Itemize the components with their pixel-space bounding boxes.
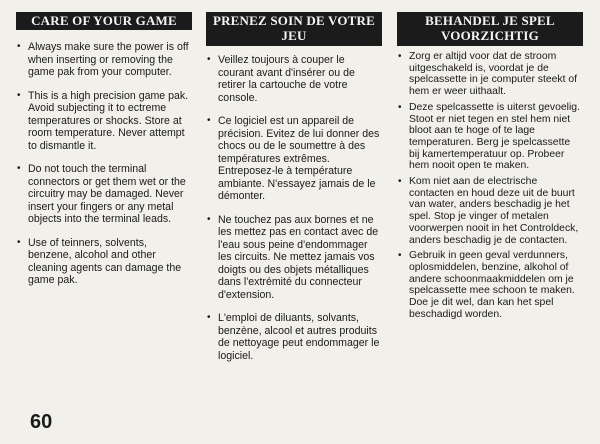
bullet-icon: • [17, 41, 21, 52]
list-item: • Ne touchez pas aux bornes et ne les mettez pas en contact avec de l'eau sous peine d'endommager les circuits. Ne mettez jamais vos doigts ou des objets métalliques dans l'extrémité du connecteur d'extension. [207, 213, 379, 301]
bullet-icon: • [207, 115, 211, 126]
english-column [16, 12, 192, 287]
english-heading: CARE OF YOUR GAME [16, 12, 192, 30]
dutch-column [397, 12, 583, 320]
list-item: • Use of teinners, solvents, benzene, alcohol and other cleaning agents can damage the game pak. [17, 236, 182, 286]
dutch-heading: BEHANDEL JE SPEL VOORZICHTIG [397, 12, 583, 46]
bullet-icon: • [207, 54, 211, 65]
bullet-icon: • [207, 213, 211, 225]
bullet-icon: • [17, 163, 21, 174]
list-item: • Veillez toujours à couper le courant avant d'insérer ou de retirer la cartouche de votre console. [207, 54, 355, 104]
bullet-icon: • [398, 250, 402, 262]
list-item: • This is a high precision game pak. Avoid subjecting it to ectreme temperatures or shocks. Store at room temperature. Never attempt to dismantle it. [17, 89, 189, 152]
page-number: 60 [30, 411, 53, 433]
english-list [16, 41, 192, 287]
french-column [206, 12, 382, 362]
list-item: • Gebruik in geen geval verdunners, oplosmiddelen, benzine, alkohol of andere schoonmaakmiddelen om je spelcassette mee schoon te maken. Doe je dit wel, dan kan het spel beschadigd worden. [398, 250, 575, 320]
bullet-icon: • [17, 236, 21, 248]
bullet-icon: • [398, 101, 402, 113]
dutch-list [397, 51, 583, 320]
list-item: • Do not touch the terminal connectors or get them wet or the circuitry may be damaged. Never insert your fingers or any metal objects into the terminal leads. [17, 163, 186, 225]
bullet-icon: • [398, 176, 402, 188]
bullet-icon: • [207, 312, 211, 323]
list-item: • Always make sure the power is off when inserting or removing the game pak from your computer. [17, 41, 189, 78]
list-item: • Zorg er altijd voor dat de stroom uitgeschakeld is, voordat je de spelcassette in je computer steekt of hem er weer uithaalt. [398, 51, 578, 98]
bullet-icon: • [398, 51, 402, 62]
list-item: • Deze spelcassette is uiterst gevoelig. Stoot er niet tegen en stel hem niet bloot aan te hoge of te lage temperaturen. Berg je spelcassette bij kamertemperatuur op. Probeer hem nooit open te maken. [398, 101, 580, 172]
french-list [206, 54, 382, 362]
list-item: • L'emploi de diluants, solvants, benzène, alcool et autres produits de nettoyage peut endommager le logiciel. [207, 312, 380, 362]
french-heading: PRENEZ SOIN DE VOTRE JEU [206, 12, 382, 46]
list-item: • Kom niet aan de electrische contacten en houd deze uit de buurt van water, anders beschadig je het spel. Stop je vinger of metalen voorwerpen nooit in het Controldeck, anders beschadig je de contacten. [398, 176, 579, 246]
list-item: • Ce logiciel est un appareil de précision. Evitez de lui donner des chocs ou de le soumettre à des températures extrêmes. Entreposez-le à température ambiante. N'essayez jamais de le démonter. [207, 115, 380, 202]
bullet-icon: • [17, 89, 21, 101]
